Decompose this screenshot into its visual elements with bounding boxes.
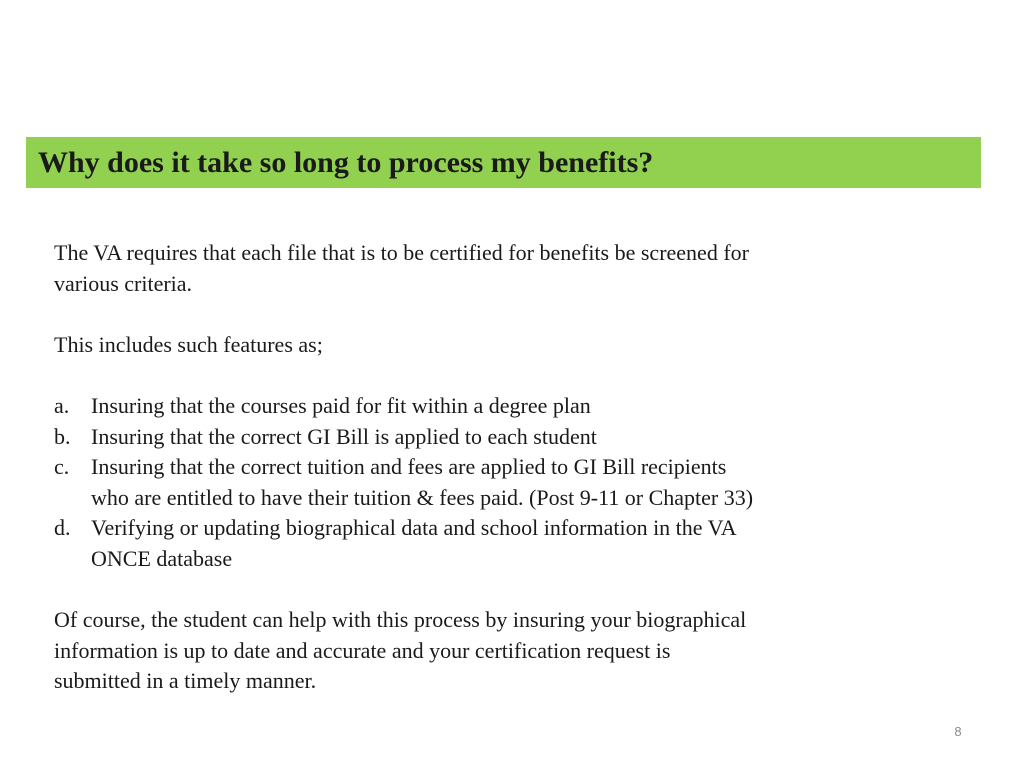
list-marker: d. [54,515,71,541]
closing-line-2: information is up to date and accurate and your certification request is [54,637,671,663]
list-item [54,452,894,513]
list-item [54,391,894,422]
intro-line-2: various criteria. [54,270,193,296]
list-marker: a. [54,392,70,418]
list-item [54,513,894,574]
list-item-line: ONCE database [91,545,233,571]
slide-body [54,238,894,697]
list-marker: b. [54,423,71,449]
list-item-line: Insuring that the correct tuition and fees are applied to GI Bill recipients [91,454,727,480]
closing-paragraph [54,605,894,697]
list-item-line: Insuring that the correct GI Bill is applied to each student [91,423,597,449]
list-item-text [91,452,894,513]
page-number: 8 [954,724,962,739]
closing-line-1: Of course, the student can help with this process by insuring your biographical [54,607,747,633]
criteria-list [54,391,894,575]
intro-line-1: The VA requires that each file that is to be certified for benefits be screened for [54,240,749,265]
list-item-text [91,422,894,453]
list-item-line: Verifying or updating biographical data and school information in the VA [91,515,737,541]
slide-title: Why does it take so long to process my benefits? [38,145,654,179]
spacer [54,360,894,391]
list-item-line: who are entitled to have their tuition & fees paid. (Post 9-11 or Chapter 33) [91,484,754,510]
closing-line-3: submitted in a timely manner. [54,668,317,694]
title-bar [26,137,981,188]
spacer [54,299,894,330]
list-marker: c. [54,454,70,480]
features-intro: This includes such features as; [54,331,323,357]
list-item-line: Insuring that the courses paid for fit within a degree plan [91,392,591,418]
list-item-text [91,391,894,422]
list-item [54,422,894,453]
intro-paragraph [54,238,894,299]
spacer [54,575,894,606]
list-item-text [91,513,894,574]
